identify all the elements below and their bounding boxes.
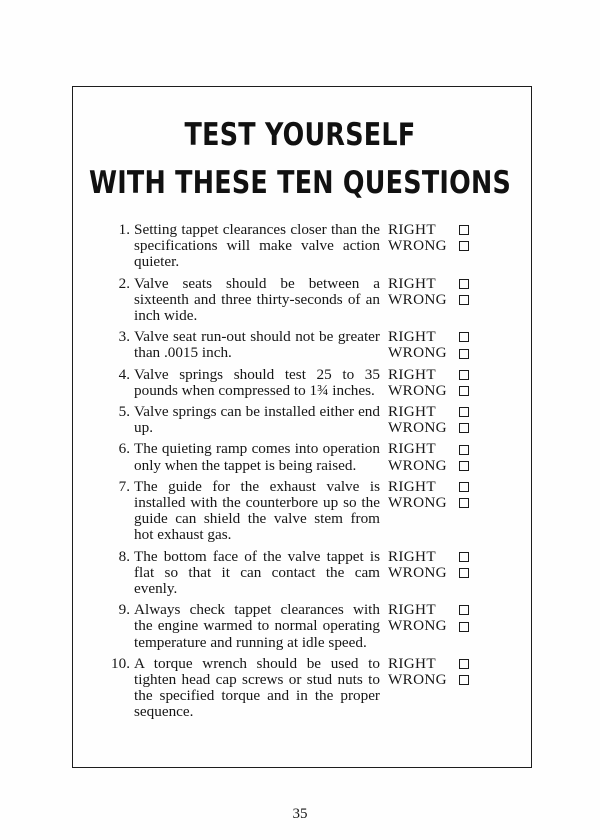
question-number: 6.	[118, 440, 130, 458]
question-text: The guide for the exhaust valve is installed with the counterbore up so the guide can shield the valve stem from hot exhaust gas.	[134, 477, 380, 544]
right-checkbox[interactable]	[459, 605, 469, 615]
question-number: 10.	[111, 654, 130, 672]
question-item	[96, 441, 496, 473]
wrong-label: WRONG	[388, 237, 447, 255]
right-checkbox[interactable]	[459, 659, 469, 669]
question-item	[96, 549, 496, 598]
wrong-checkbox[interactable]	[459, 349, 469, 359]
answer-wrong[interactable]	[388, 672, 490, 688]
wrong-label: WRONG	[388, 671, 447, 689]
wrong-checkbox[interactable]	[459, 386, 469, 396]
wrong-label: WRONG	[388, 290, 447, 308]
right-checkbox[interactable]	[459, 552, 469, 562]
right-label: RIGHT	[388, 328, 436, 346]
answer-right[interactable]	[388, 602, 490, 618]
question-item	[96, 222, 496, 271]
answer-options	[380, 329, 490, 361]
right-checkbox[interactable]	[459, 225, 469, 235]
right-label: RIGHT	[388, 601, 436, 619]
answer-wrong[interactable]	[388, 292, 490, 308]
question-text: Valve seat run-out should not be greater than .0015 inch.	[134, 328, 380, 362]
wrong-checkbox[interactable]	[459, 498, 469, 508]
answer-options	[380, 549, 490, 598]
page-number: 35	[292, 806, 308, 822]
wrong-label: WRONG	[388, 419, 447, 437]
wrong-checkbox[interactable]	[459, 241, 469, 251]
question-text: Valve seats should be between a sixteenth and three thirty-seconds of an inch wide.	[134, 274, 380, 325]
question-text: Always check tappet clearances with the engine warmed to normal operating temperature and running at idle speed.	[134, 601, 380, 651]
right-label: RIGHT	[388, 365, 436, 383]
title-line-1: TEST YOURSELF	[184, 117, 416, 153]
right-checkbox[interactable]	[459, 482, 469, 492]
answer-options	[380, 479, 490, 544]
question-list	[96, 222, 496, 726]
question-number: 4.	[118, 365, 130, 383]
question-number: 1.	[118, 221, 130, 238]
wrong-label: WRONG	[388, 381, 447, 399]
answer-right[interactable]	[388, 367, 490, 383]
answer-wrong[interactable]	[388, 420, 490, 436]
answer-wrong[interactable]	[388, 383, 490, 399]
wrong-checkbox[interactable]	[459, 568, 469, 578]
question-item	[96, 404, 496, 436]
answer-wrong[interactable]	[388, 618, 490, 634]
right-label: RIGHT	[388, 274, 436, 292]
question-text: The bottom face of the valve tappet is flat so that it can contact the cam evenly.	[134, 547, 380, 598]
question-item	[96, 329, 496, 361]
right-label: RIGHT	[388, 654, 436, 672]
question-number: 8.	[118, 547, 130, 565]
question-number: 7.	[118, 477, 130, 495]
wrong-checkbox[interactable]	[459, 675, 469, 685]
question-number: 2.	[118, 274, 130, 292]
answer-options	[380, 441, 490, 473]
question-item	[96, 479, 496, 544]
right-checkbox[interactable]	[459, 407, 469, 417]
right-checkbox[interactable]	[459, 279, 469, 289]
wrong-checkbox[interactable]	[459, 423, 469, 433]
right-label: RIGHT	[388, 221, 436, 238]
answer-right[interactable]	[388, 441, 490, 457]
right-checkbox[interactable]	[459, 332, 469, 342]
wrong-label: WRONG	[388, 456, 447, 474]
answer-wrong[interactable]	[388, 345, 490, 361]
answer-options	[380, 276, 490, 325]
answer-right[interactable]	[388, 404, 490, 420]
question-item	[96, 276, 496, 325]
answer-right[interactable]	[388, 549, 490, 565]
answer-options	[380, 656, 490, 721]
question-text: Valve springs should test 25 to 35 pounds when compressed to 1¾ inches.	[134, 365, 380, 399]
question-item	[96, 367, 496, 399]
question-number: 9.	[118, 601, 130, 619]
right-checkbox[interactable]	[459, 370, 469, 380]
question-text: Valve springs can be installed either end up.	[134, 403, 380, 437]
answer-options	[380, 602, 490, 651]
answer-options	[380, 367, 490, 399]
answer-wrong[interactable]	[388, 565, 490, 581]
right-label: RIGHT	[388, 477, 436, 495]
wrong-label: WRONG	[388, 494, 447, 512]
right-label: RIGHT	[388, 403, 436, 421]
answer-right[interactable]	[388, 656, 490, 672]
answer-right[interactable]	[388, 479, 490, 495]
question-item	[96, 602, 496, 651]
right-checkbox[interactable]	[459, 445, 469, 455]
answer-options	[380, 404, 490, 436]
answer-right[interactable]	[388, 222, 490, 238]
question-text: A torque wrench should be used to tighten head cap screws or stud nuts to the specified torque and in the proper sequence.	[134, 654, 380, 721]
answer-wrong[interactable]	[388, 238, 490, 254]
question-item	[96, 656, 496, 721]
question-number: 5.	[118, 403, 130, 421]
wrong-label: WRONG	[388, 617, 447, 635]
answer-wrong[interactable]	[388, 495, 490, 511]
question-text: The quieting ramp comes into operation only when the tappet is being raised.	[134, 440, 380, 474]
answer-options	[380, 222, 490, 271]
question-number: 3.	[118, 328, 130, 346]
title-line-2: WITH THESE TEN QUESTIONS	[88, 165, 512, 201]
wrong-label: WRONG	[388, 563, 447, 581]
answer-right[interactable]	[388, 276, 490, 292]
wrong-label: WRONG	[388, 344, 447, 362]
wrong-checkbox[interactable]	[459, 622, 469, 632]
wrong-checkbox[interactable]	[459, 295, 469, 305]
answer-wrong[interactable]	[388, 458, 490, 474]
question-text: Setting tappet clearances closer than the specifications will make valve action quieter.	[134, 221, 380, 271]
wrong-checkbox[interactable]	[459, 461, 469, 471]
right-label: RIGHT	[388, 440, 436, 458]
answer-right[interactable]	[388, 329, 490, 345]
right-label: RIGHT	[388, 547, 436, 565]
